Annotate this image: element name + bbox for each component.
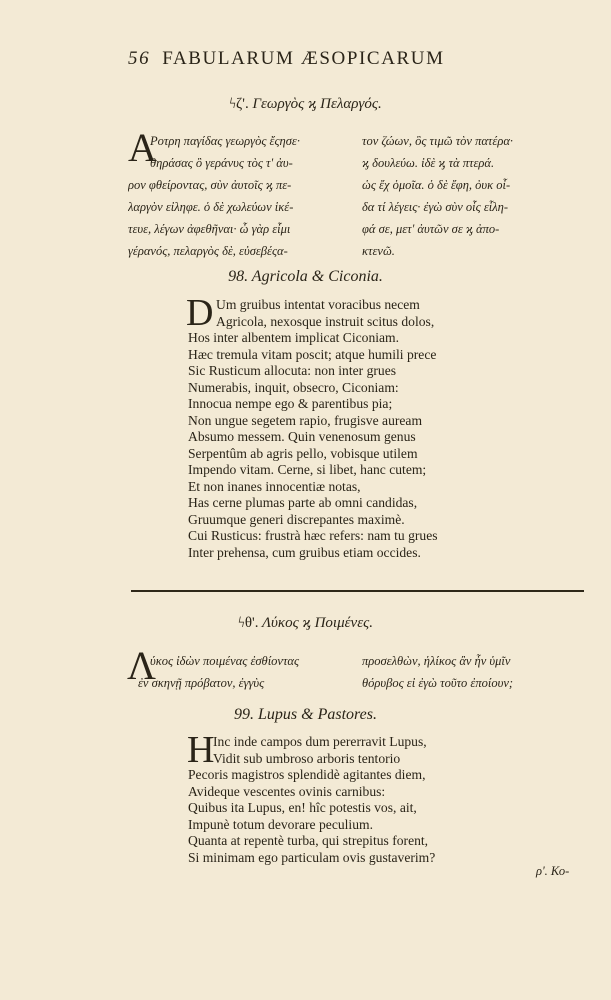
- greek-line: φά σε, μετ' ἀυτῶν σε ϗ ἀπο-: [362, 222, 500, 236]
- latin-verse-continued: [188, 330, 438, 561]
- greek-text-right-column: [362, 130, 584, 262]
- verse-line: Agricola, nexosque instruit scitus dolos,: [216, 313, 435, 329]
- greek-fable-number: ϟθ'.: [238, 615, 259, 631]
- greek-fable-name: Λύκος ϗ Ποιμένες.: [261, 615, 373, 631]
- page-number: 56: [128, 48, 151, 69]
- greek-fable-name: Γεωργὸς ϗ Πελαργός.: [252, 96, 382, 112]
- latin-fable-number: 99.: [234, 706, 254, 723]
- greek-line: ὡς ἔχ ὁμοῖα. ὁ δὲ ἔφη, ὀυκ οἶ-: [362, 178, 511, 192]
- greek-fable-title: [0, 615, 611, 632]
- latin-drop-cap: D: [186, 292, 214, 334]
- greek-line: θηράσας ὃ γεράνυς τὸς τ' ἀυ-: [150, 156, 293, 170]
- greek-line: Ροτρη παγίδας γεωργὸς ἔςησε·: [150, 134, 300, 148]
- greek-line: προσελθὼν, ἡλίκος ἂν ἦν ὑμῖν: [362, 654, 511, 668]
- verse-line: Absumo messem. Quin venenosum genus: [188, 429, 416, 444]
- latin-verse-continued: [188, 767, 435, 866]
- verse-line: Innocua nempe ego & parentibus pia;: [188, 396, 393, 411]
- verse-line: Serpentûm ab agris pello, vobisque utilem: [188, 445, 418, 461]
- greek-line: λαργὸν εἰληφε. ὁ δὲ χωλεύων ἱκέ-: [128, 200, 294, 214]
- greek-drop-cap: A: [128, 125, 157, 170]
- verse-line: Numerabis, inquit, obsecro, Ciconiam:: [188, 379, 399, 395]
- latin-fable-number: 98.: [228, 268, 249, 285]
- running-title: FABULARUM ÆSOPICARUM: [162, 48, 445, 69]
- latin-verse: [213, 734, 427, 767]
- catchword: ρ'. Κο-: [536, 864, 570, 878]
- greek-line: τευε, λέγων ἀφεθῆναι· ὦ γὰρ εἶμι: [128, 222, 291, 236]
- verse-line: Quibus ita Lupus, en! hîc potestis vos, ait,: [188, 800, 417, 815]
- latin-fable-title: [0, 268, 611, 286]
- verse-line: Pecoris magistros splendidè agitantes diem,: [188, 767, 426, 782]
- running-header: [128, 48, 445, 70]
- verse-line: Gruumque generi discrepantes maximè.: [188, 511, 405, 527]
- latin-fable-name: Lupus & Pastores.: [258, 706, 377, 723]
- verse-line: Non ungue segetem rapio, frugisve auream: [188, 412, 423, 428]
- greek-line: γέρανός, πελαργὸς δὲ, εὐσεβέςα-: [128, 244, 288, 258]
- verse-line: Hos inter albentem implicat Ciconiam.: [188, 330, 400, 345]
- greek-line: δα τί λέγεις· ἐγὼ σὺν οἷς εἷλη-: [362, 200, 509, 214]
- greek-line: θόρυβος εἰ ἐγὼ τοῦτο ἐποίουν;: [362, 676, 514, 690]
- greek-line: κτενῶ.: [362, 244, 395, 258]
- verse-line: Impendo vitam. Cerne, si libet, hanc cutem;: [188, 462, 427, 477]
- greek-line: τον ζώων, ὃς τιμῶ τὸν πατέρα·: [362, 134, 514, 148]
- verse-line: Inc inde campos dum pererravit Lupus,: [213, 734, 427, 749]
- greek-line: ρον φθείροντας, σὺν ἀυτοῖς ϗ πε-: [128, 178, 292, 192]
- verse-line: Et non inanes innocentiæ notas,: [188, 478, 361, 494]
- section-divider-rule: [131, 590, 584, 592]
- greek-fable-number: ϟζ'.: [229, 96, 249, 112]
- latin-fable-title: [0, 706, 611, 724]
- greek-text-right-column: [362, 650, 584, 694]
- verse-line: Has cerne plumas parte ab omni candidas,: [188, 495, 418, 510]
- greek-text-left-column: [138, 650, 350, 694]
- verse-line: Impunè totum devorare peculium.: [188, 816, 373, 832]
- latin-fable-name: Agricola & Ciconia.: [251, 268, 383, 285]
- verse-line: Inter prehensa, cum gruibus etiam occides.: [188, 544, 421, 560]
- verse-line: Avideque vescentes ovinis carnibus:: [188, 783, 386, 799]
- verse-line: Cui Rusticus: frustrà hæc refers: nam tu grues: [188, 528, 438, 543]
- verse-line: Sic Rusticum allocuta: non inter grues: [188, 363, 397, 378]
- greek-line: ἐν σκηνῇ πρόβατον, ἐγγὺς: [138, 676, 265, 690]
- verse-line: Vidit sub umbroso arboris tentorio: [213, 750, 401, 766]
- verse-line: Si minimam ego particulam ovis gustaverim?: [188, 849, 436, 865]
- greek-line: ύκος ἰδὼν ποιμένας ἐσθίοντας: [150, 654, 300, 668]
- greek-line: ϗ δουλεύω. ἰδὲ ϗ τὰ πτερά.: [362, 156, 495, 170]
- verse-line: Um gruibus intentat voracibus necem: [216, 297, 420, 312]
- verse-line: Hæc tremula vitam poscit; atque humili prece: [188, 346, 437, 362]
- greek-text-left-column: [128, 130, 345, 262]
- verse-line: Quanta at repentè turba, qui strepitus forent,: [188, 833, 429, 848]
- latin-verse: [216, 297, 434, 330]
- greek-drop-cap: Λ: [127, 643, 157, 688]
- latin-drop-cap: H: [187, 729, 215, 771]
- greek-fable-title: [0, 96, 611, 113]
